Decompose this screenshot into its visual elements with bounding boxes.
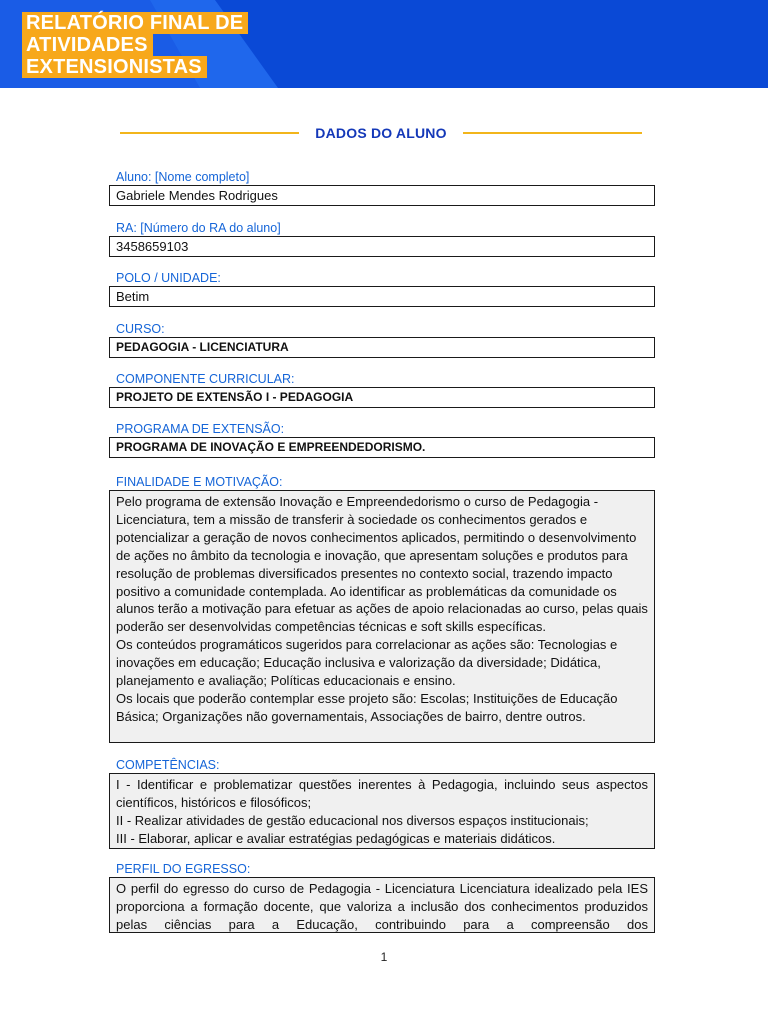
curso-field[interactable]: PEDAGOGIA - LICENCIATURA	[109, 337, 655, 358]
report-title	[22, 12, 248, 78]
finalidade-paragraph: Pelo programa de extensão Inovação e Empreendedorismo o curso de Pedagogia - Licenciatura, tem a missão de transferir à sociedade os conhecimentos gerados e potencializar a geração de novos conhecimentos aplicados, permitindo o desenvolvimento de ações no âmbito da tecnologia e inovação, que apresentam soluções e produtos para resolução de problemas diversificados presentes no contexto social, trazendo impacto positivo a comunidade contemplada. Ao identificar as problemáticas da comunidade os alunos terão a motivação para efetuar as ações de apoio relacionadas ao curso, pelas quais poderão ser desenvolvidas competências técnicas e soft skills específicas.	[116, 494, 648, 635]
section-rule-left	[120, 132, 299, 134]
polo-label: POLO / UNIDADE:	[116, 271, 221, 285]
aluno-label: Aluno: [Nome completo]	[116, 170, 250, 184]
polo-field[interactable]: Betim	[109, 286, 655, 307]
aluno-field[interactable]: Gabriele Mendes Rodrigues	[109, 185, 655, 206]
programa-field[interactable]: PROGRAMA DE INOVAÇÃO E EMPREENDEDORISMO.	[109, 437, 655, 458]
componente-label: COMPONENTE CURRICULAR:	[116, 372, 295, 386]
perfil-text: O perfil do egresso do curso de Pedagogia - Licenciatura Licenciatura idealizado pela IES proporciona a formação docente, que valoriza a inclusão dos conhecimentos produzidos pelas ciências para a Educação, contribuindo para a compreensão dos	[116, 881, 648, 932]
finalidade-label: FINALIDADE E MOTIVAÇÃO:	[116, 475, 283, 489]
perfil-label: PERFIL DO EGRESSO:	[116, 862, 251, 876]
finalidade-field[interactable]	[109, 490, 655, 743]
componente-field[interactable]: PROJETO DE EXTENSÃO I - PEDAGOGIA	[109, 387, 655, 408]
ra-field[interactable]: 3458659103	[109, 236, 655, 257]
report-title-line-3: EXTENSIONISTAS	[22, 56, 207, 78]
report-title-line-1: RELATÓRIO FINAL DE	[22, 12, 248, 34]
section-title: DADOS DO ALUNO	[315, 125, 447, 141]
section-header	[120, 122, 642, 144]
competencias-label: COMPETÊNCIAS:	[116, 758, 220, 772]
perfil-field[interactable]	[109, 877, 655, 933]
competencia-item: II - Realizar atividades de gestão educacional nos diversos espaços institucionais;	[116, 812, 589, 828]
competencia-item: III - Elaborar, aplicar e avaliar estratégias pedagógicas e materiais didáticos.	[116, 830, 556, 846]
page-number: 1	[380, 950, 388, 964]
curso-label: CURSO:	[116, 322, 165, 336]
report-title-line-2: ATIVIDADES	[22, 34, 153, 56]
competencia-item: I - Identificar e problematizar questões inerentes à Pedagogia, incluindo seus aspectos científicos, históricos e filosóficos;	[116, 777, 648, 810]
programa-label: PROGRAMA DE EXTENSÃO:	[116, 422, 285, 436]
section-rule-right	[463, 132, 642, 134]
ra-label: RA: [Número do RA do aluno]	[116, 221, 281, 235]
competencias-field[interactable]	[109, 773, 655, 849]
header-banner	[0, 0, 768, 88]
finalidade-paragraph: Os locais que poderão contemplar esse projeto são: Escolas; Instituições de Educação Básica; Organizações não governamentais, Associações de bairro, dentre outros.	[116, 690, 618, 724]
finalidade-paragraph: Os conteúdos programáticos sugeridos para correlacionar as ações são: Tecnologias e inovações em educação; Educação inclusiva e valorização da diversidade; Didática, planejamento e avaliação; Políticas educacionais e ensino.	[116, 637, 618, 689]
